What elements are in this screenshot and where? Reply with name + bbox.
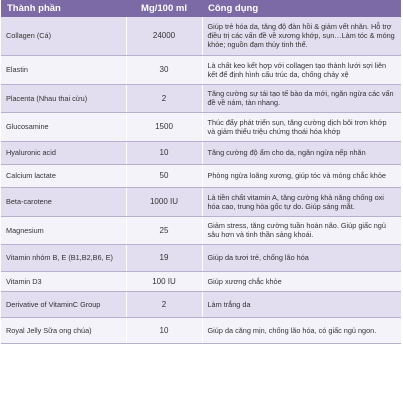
table-row xyxy=(1,17,401,55)
amount-cell: 100 IU xyxy=(126,271,202,291)
header-amount: Mg/100 ml xyxy=(126,0,202,17)
usage-cell: Giảm stress, tăng cường tuần hoàn não. Giúp giấc ngủ sâu hơn và tinh thần sảng khoái. xyxy=(202,216,401,244)
usage-cell: Làm trắng da xyxy=(202,291,401,317)
ingredient-name-cell: Royal Jelly Sữa ong chúa) xyxy=(1,317,126,343)
header-ingredient: Thành phần xyxy=(1,0,126,17)
table-row xyxy=(1,216,401,244)
ingredient-name-cell: Collagen (Cá) xyxy=(1,17,126,55)
usage-cell: Giúp da căng mịn, chống lão hóa, có giấc ngủ ngon. xyxy=(202,317,401,343)
table-row xyxy=(1,291,401,317)
usage-cell: Tăng cường sự tái tạo tế bào da mới, ngăn ngừa các vấn đề về nám, tàn nhang. xyxy=(202,84,401,112)
ingredient-name-cell: Vitamin nhóm B, E (B1,B2,B6, E) xyxy=(1,244,126,271)
amount-cell: 25 xyxy=(126,216,202,244)
amount-cell: 24000 xyxy=(126,17,202,55)
amount-cell: 50 xyxy=(126,164,202,187)
usage-cell: Giúp da tươi trẻ, chống lão hóa xyxy=(202,244,401,271)
header-usage: Công dụng xyxy=(202,0,401,17)
table-row xyxy=(1,112,401,141)
ingredient-name-cell: Magnesium xyxy=(1,216,126,244)
ingredient-name-cell: Beta-carotene xyxy=(1,187,126,216)
usage-cell: Là chất keo kết hợp với collagen tạo thành lưới sợi liên kết để định hình cấu trúc da, chống chảy xệ xyxy=(202,55,401,84)
usage-cell: Là tiền chất vitamin A, tăng cường khả năng chống oxi hóa cao, trung hòa gốc tự do. Giúp sáng mắt. xyxy=(202,187,401,216)
table-row xyxy=(1,187,401,216)
table-body xyxy=(1,17,401,343)
ingredient-name-cell: Vitamin D3 xyxy=(1,271,126,291)
amount-cell: 10 xyxy=(126,141,202,164)
table-header-row xyxy=(1,0,401,17)
ingredient-name-cell: Elastin xyxy=(1,55,126,84)
ingredient-name-cell: Placenta (Nhau thai cừu) xyxy=(1,84,126,112)
table-row xyxy=(1,271,401,291)
table-row xyxy=(1,84,401,112)
amount-cell: 30 xyxy=(126,55,202,84)
amount-cell: 1500 xyxy=(126,112,202,141)
usage-cell: Thúc đẩy phát triển sụn, tăng cường dịch bôi trơn khớp và giảm thiểu triệu chứng thoái hóa khớp xyxy=(202,112,401,141)
ingredient-name-cell: Derivative of VitaminC Group xyxy=(1,291,126,317)
usage-cell: Phòng ngừa loãng xương, giúp tóc và móng chắc khỏe xyxy=(202,164,401,187)
ingredient-name-cell: Hyaluronic acid xyxy=(1,141,126,164)
usage-cell: Tăng cường độ ẩm cho da, ngăn ngừa nếp nhăn xyxy=(202,141,401,164)
table-row xyxy=(1,244,401,271)
usage-cell: Giúp xương chắc khỏe xyxy=(202,271,401,291)
table-row xyxy=(1,141,401,164)
amount-cell: 2 xyxy=(126,291,202,317)
amount-cell: 19 xyxy=(126,244,202,271)
amount-cell: 2 xyxy=(126,84,202,112)
usage-cell: Giúp trẻ hóa da, tăng độ đàn hồi & giảm vết nhăn. Hỗ trợ điều trị các vấn đề về xương khớp, sụn…Làm tóc & móng khỏe; nguồn đạm thủy tinh thể. xyxy=(202,17,401,55)
table-row xyxy=(1,164,401,187)
table-row xyxy=(1,55,401,84)
amount-cell: 10 xyxy=(126,317,202,343)
table-row xyxy=(1,317,401,343)
ingredient-table xyxy=(1,0,401,344)
ingredient-name-cell: Calcium lactate xyxy=(1,164,126,187)
ingredient-name-cell: Glucosamine xyxy=(1,112,126,141)
amount-cell: 1000 IU xyxy=(126,187,202,216)
